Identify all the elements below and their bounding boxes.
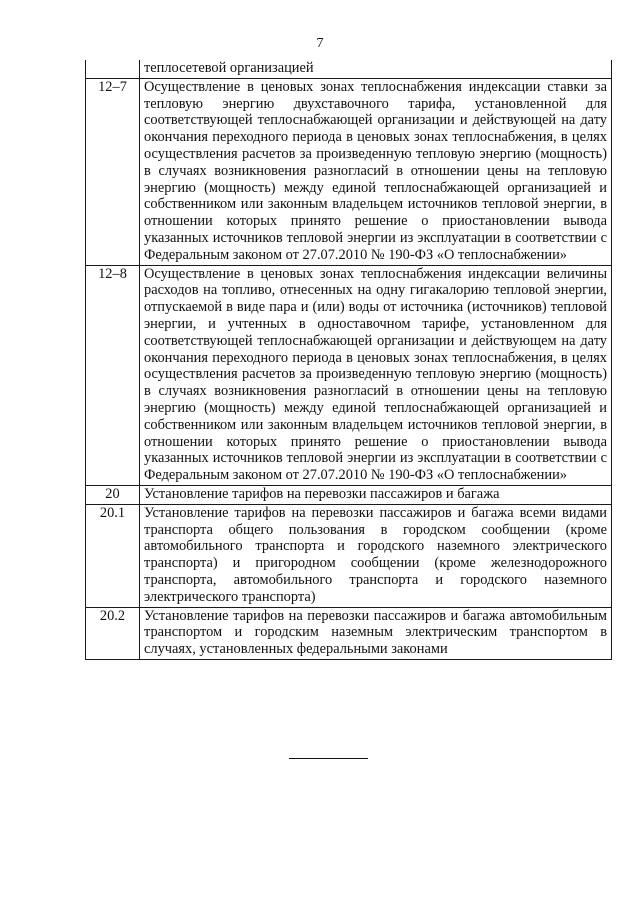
row-text: Осуществление в ценовых зонах теплоснабжения индексации величины расходов на топливо, отнесенных на одну гигакалорию тепловой энергии, отпускаемой в виде пара и (или) воды от источника (источников) тепловой энергии, и учтенных в одноставочном тарифе, установленном для соответствующей теплоснабжающей организации и действующем на дату окончания переходного периода в ценовых зонах теплоснабжения, в целях осуществления расчетов за произведенную тепловую энергию (мощность) в случаях возникновения разногласий в отношении цены на тепловую энергию (мощность) между единой теплоснабжающей организацией и собственником или законным владельцем источников тепловой энергии, в отношении которых принято решение о приостановлении вывода указанных источников тепловой энергии из эксплуатации в соответствии с Федеральным законом от 27.07.2010 № 190-ФЗ «О теплоснабжении» <box>140 265 612 485</box>
row-text: Установление тарифов на перевозки пассажиров и багажа <box>140 485 612 504</box>
table-row <box>86 60 612 78</box>
table-row <box>86 607 612 659</box>
row-text: Установление тарифов на перевозки пассажиров и багажа всеми видами транспорта общего пользования в городском сообщении (кроме автомобильного транспорта и городского наземного электрического транспорта) и пригородном сообщении (кроме железнодорожного транспорта, автомобильного транспорта и городского наземного электрического транспорта) <box>140 504 612 607</box>
row-text: теплосетевой организацией <box>140 60 612 78</box>
end-rule <box>289 758 368 759</box>
row-text: Установление тарифов на перевозки пассажиров и багажа автомобильным транспортом и городским наземным электрическим транспортом в случаях, установленных федеральными законами <box>140 607 612 659</box>
table-row <box>86 485 612 504</box>
row-text: Осуществление в ценовых зонах теплоснабжения индексации ставки за тепловую энергию двухставочного тарифа, установленной для соответствующей теплоснабжающей организации и действующей на дату окончания переходного периода в ценовых зонах теплоснабжения, в целях осуществления расчетов за произведенную тепловую энергию (мощность) в случаях возникновения разногласий в отношении цены на тепловую энергию (мощность) между единой теплоснабжающей организацией и собственником или законным владельцем источников тепловой энергии, в отношении которых принято решение о приостановлении вывода указанных источников тепловой энергии из эксплуатации в соответствии с Федеральным законом от 27.07.2010 № 190-ФЗ «О теплоснабжении» <box>140 78 612 265</box>
table-row <box>86 265 612 485</box>
row-number <box>86 60 140 78</box>
row-number: 12–8 <box>86 265 140 485</box>
row-number: 20 <box>86 485 140 504</box>
row-number: 20.2 <box>86 607 140 659</box>
tariff-table <box>85 60 612 660</box>
table-row <box>86 504 612 607</box>
page-number: 7 <box>316 36 324 51</box>
table-row <box>86 78 612 265</box>
row-number: 12–7 <box>86 78 140 265</box>
row-number: 20.1 <box>86 504 140 607</box>
